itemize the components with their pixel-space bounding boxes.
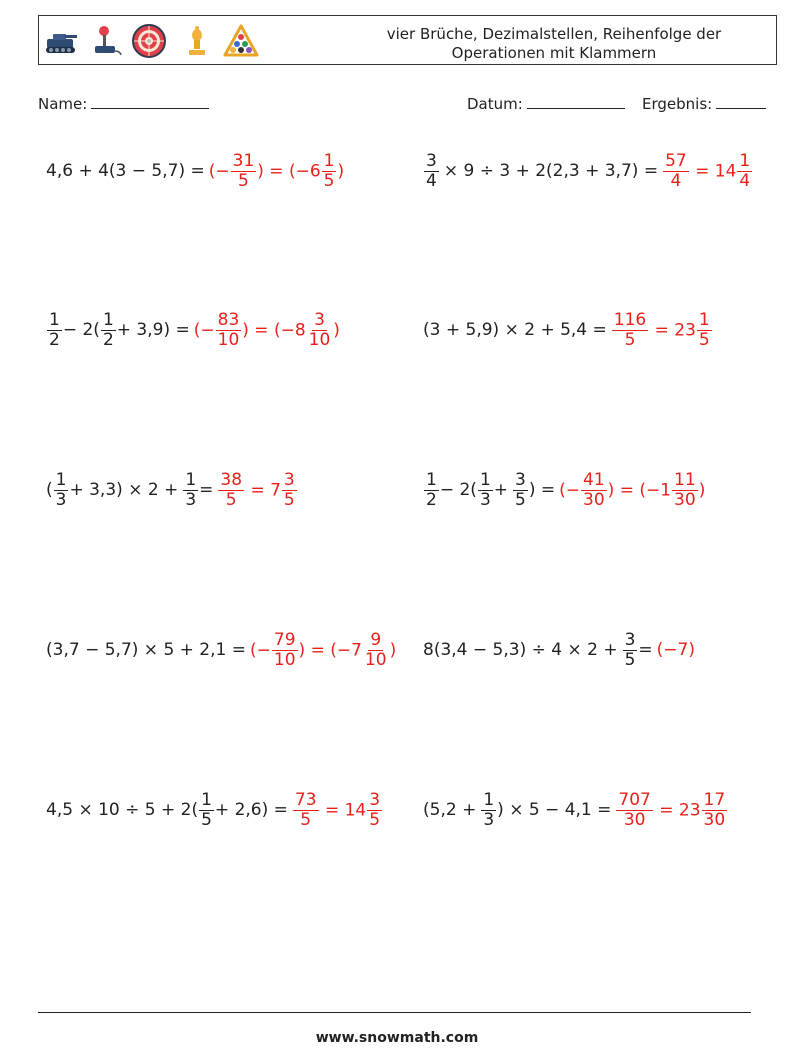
answer-fraction	[612, 311, 648, 350]
inner-fraction	[623, 631, 638, 670]
title-line-1: vier Brüche, Dezimalstellen, Reihenfolge der	[386, 25, 722, 43]
problem-text: 4,5 × 10 ÷ 5 + 2(	[46, 800, 199, 820]
answer-fraction	[616, 791, 652, 830]
result-field[interactable]	[642, 95, 766, 113]
title-line-2: Operationen mit Klammern	[451, 44, 657, 62]
numerator: 3	[624, 629, 636, 650]
result-blank[interactable]	[716, 96, 766, 109]
answer	[615, 791, 728, 830]
denominator: 5	[283, 489, 295, 510]
answer-mixed: = 23	[654, 320, 696, 340]
problem-text: − 2(	[62, 320, 100, 340]
problem-text: 8(3,4 − 5,3) ÷ 4 × 2 +	[423, 640, 618, 660]
problem-8	[423, 625, 695, 675]
denominator: 30	[623, 809, 646, 830]
problem-text: 4,6 + 4(3 − 5,7) =	[46, 161, 205, 181]
problem-5	[46, 465, 298, 515]
lead-fraction	[424, 152, 439, 191]
answer	[217, 471, 297, 510]
denominator: 5	[624, 649, 636, 670]
answer-fraction	[581, 471, 607, 510]
numerator: 3	[515, 469, 526, 490]
answer	[250, 631, 396, 670]
footer-url[interactable]: www.snowmath.com	[315, 1030, 479, 1046]
numerator: 1	[739, 150, 751, 171]
mixed-fraction	[672, 471, 698, 510]
answer	[194, 311, 340, 350]
numerator: 17	[703, 789, 726, 810]
numerator: 3	[314, 309, 325, 330]
answer-mixed: ) = (−1	[607, 480, 672, 500]
answer	[209, 152, 344, 191]
result-label: Ergebnis:	[642, 95, 713, 113]
denominator: 4	[670, 170, 682, 191]
answer-fraction	[663, 152, 689, 191]
name-blank[interactable]	[91, 96, 209, 109]
numerator: 1	[201, 789, 212, 810]
denominator: 10	[273, 649, 296, 670]
answer-close: )	[337, 161, 345, 181]
answer	[559, 471, 705, 510]
denominator: 5	[369, 809, 381, 830]
denominator: 2	[102, 329, 114, 350]
answer-open: (−	[193, 320, 215, 340]
answer-mixed: ) = (−8	[242, 320, 306, 340]
answer-fraction	[216, 311, 242, 350]
numerator: 57	[665, 150, 687, 171]
denominator: 30	[583, 489, 605, 510]
mixed-fraction	[367, 791, 382, 830]
denominator: 4	[426, 170, 437, 191]
answer	[292, 791, 383, 830]
lead-fraction	[47, 311, 62, 350]
problem-text-2: + 2,6) =	[214, 800, 288, 820]
answer-fraction	[231, 152, 257, 191]
numerator: 707	[618, 789, 651, 810]
denominator: 3	[55, 489, 67, 510]
numerator: 1	[483, 789, 495, 810]
problem-text-3: ) =	[528, 480, 556, 500]
denominator: 3	[185, 489, 197, 510]
problem-text: + 3,3) × 2 +	[69, 480, 179, 500]
denominator: 10	[364, 649, 387, 670]
denominator: 5	[201, 809, 212, 830]
problem-6	[423, 465, 705, 515]
denominator: 5	[238, 170, 249, 191]
mixed-fraction	[307, 311, 333, 350]
denominator: 2	[426, 489, 437, 510]
denominator: 30	[703, 809, 726, 830]
denominator: 4	[739, 170, 751, 191]
numerator: 31	[232, 150, 255, 171]
denominator: 5	[225, 489, 237, 510]
answer	[662, 152, 753, 191]
open-paren: (	[46, 480, 53, 500]
mixed-fraction	[363, 631, 389, 670]
denominator: 10	[308, 329, 331, 350]
answer-mixed: = 23	[659, 800, 701, 820]
denominator: 5	[323, 170, 335, 191]
problem-text: (3 + 5,9) × 2 + 5,4 =	[423, 320, 607, 340]
numerator: 1	[323, 150, 335, 171]
denominator: 5	[300, 809, 312, 830]
numerator: 83	[217, 309, 240, 330]
tank-icon	[43, 23, 79, 59]
problem-3	[46, 305, 340, 355]
numerator: 1	[426, 469, 437, 490]
footer-divider	[38, 1012, 751, 1013]
dartboard-icon	[131, 23, 167, 59]
answer	[611, 311, 713, 350]
inner-fraction	[101, 311, 116, 350]
answer-mixed: ) = (−6	[257, 161, 321, 181]
header-box	[38, 15, 777, 65]
problem-7	[46, 625, 396, 675]
numerator: 11	[674, 469, 696, 490]
problem-text-2: =	[199, 480, 214, 500]
date-blank[interactable]	[527, 96, 625, 109]
answer-mixed: = 7	[250, 480, 281, 500]
mixed-fraction	[322, 152, 337, 191]
inner-fraction	[183, 471, 198, 510]
denominator: 3	[483, 809, 495, 830]
answer-fraction	[218, 471, 244, 510]
problem-text-2: + 3,9) =	[116, 320, 190, 340]
chess-bishop-icon	[179, 23, 215, 59]
joystick-icon	[87, 23, 123, 59]
problem-text: × 9 ÷ 3 + 2(2,3 + 3,7) =	[443, 161, 659, 181]
mixed-fraction	[737, 152, 752, 191]
inner-fraction	[478, 471, 493, 510]
numerator: 79	[273, 629, 296, 650]
name-field[interactable]	[38, 95, 209, 113]
numerator: 9	[370, 629, 382, 650]
mixed-fraction	[702, 791, 728, 830]
denominator: 3	[479, 489, 491, 510]
problem-4	[423, 305, 713, 355]
numerator: 1	[102, 309, 114, 330]
worksheet-title	[344, 25, 764, 63]
problem-text-2: =	[638, 640, 653, 660]
answer-mixed: = 14	[695, 161, 737, 181]
denominator: 10	[217, 329, 240, 350]
answer-open: (−	[559, 480, 581, 500]
billiard-rack-icon	[223, 23, 259, 59]
inner-fraction	[199, 791, 214, 830]
inner-fraction	[481, 791, 496, 830]
inner-fraction-2	[513, 471, 528, 510]
mixed-fraction	[282, 471, 297, 510]
problem-1	[46, 146, 344, 196]
problem-text: (3,7 − 5,7) × 5 + 2,1 =	[46, 640, 246, 660]
problem-text: − 2(	[439, 480, 477, 500]
numerator: 3	[426, 150, 437, 171]
numerator: 116	[613, 309, 647, 330]
lead-fraction	[54, 471, 69, 510]
answer-fraction	[293, 791, 319, 830]
numerator: 1	[49, 309, 60, 330]
answer-mixed: = 14	[324, 800, 367, 820]
date-field[interactable]	[467, 95, 625, 113]
numerator: 38	[220, 469, 243, 490]
problem-10	[423, 785, 728, 835]
denominator: 30	[674, 489, 696, 510]
numerator: 1	[185, 469, 197, 490]
name-label: Name:	[38, 95, 88, 113]
answer-fraction	[272, 631, 298, 670]
numerator: 41	[583, 469, 605, 490]
numerator: 73	[294, 789, 317, 810]
denominator: 5	[515, 489, 526, 510]
answer-close: )	[698, 480, 706, 500]
mixed-fraction	[697, 311, 712, 350]
answer-close: )	[333, 320, 340, 340]
numerator: 1	[698, 309, 710, 330]
problem-2	[423, 146, 753, 196]
problem-text-2: +	[493, 480, 509, 500]
answer-close: )	[389, 640, 397, 660]
date-label: Datum:	[467, 95, 523, 113]
answer-open: (−	[250, 640, 271, 660]
denominator: 2	[49, 329, 60, 350]
lead-fraction	[424, 471, 439, 510]
numerator: 3	[283, 469, 295, 490]
numerator: 1	[479, 469, 491, 490]
problem-9	[46, 785, 383, 835]
denominator: 5	[698, 329, 710, 350]
problem-text: (5,2 +	[423, 800, 477, 820]
answer-mixed: ) = (−7	[298, 640, 362, 660]
answer-open: (−	[208, 161, 230, 181]
problem-text-2: ) × 5 − 4,1 =	[497, 800, 612, 820]
numerator: 3	[369, 789, 381, 810]
numerator: 1	[55, 469, 67, 490]
denominator: 5	[624, 329, 636, 350]
answer: (−7)	[656, 640, 695, 660]
